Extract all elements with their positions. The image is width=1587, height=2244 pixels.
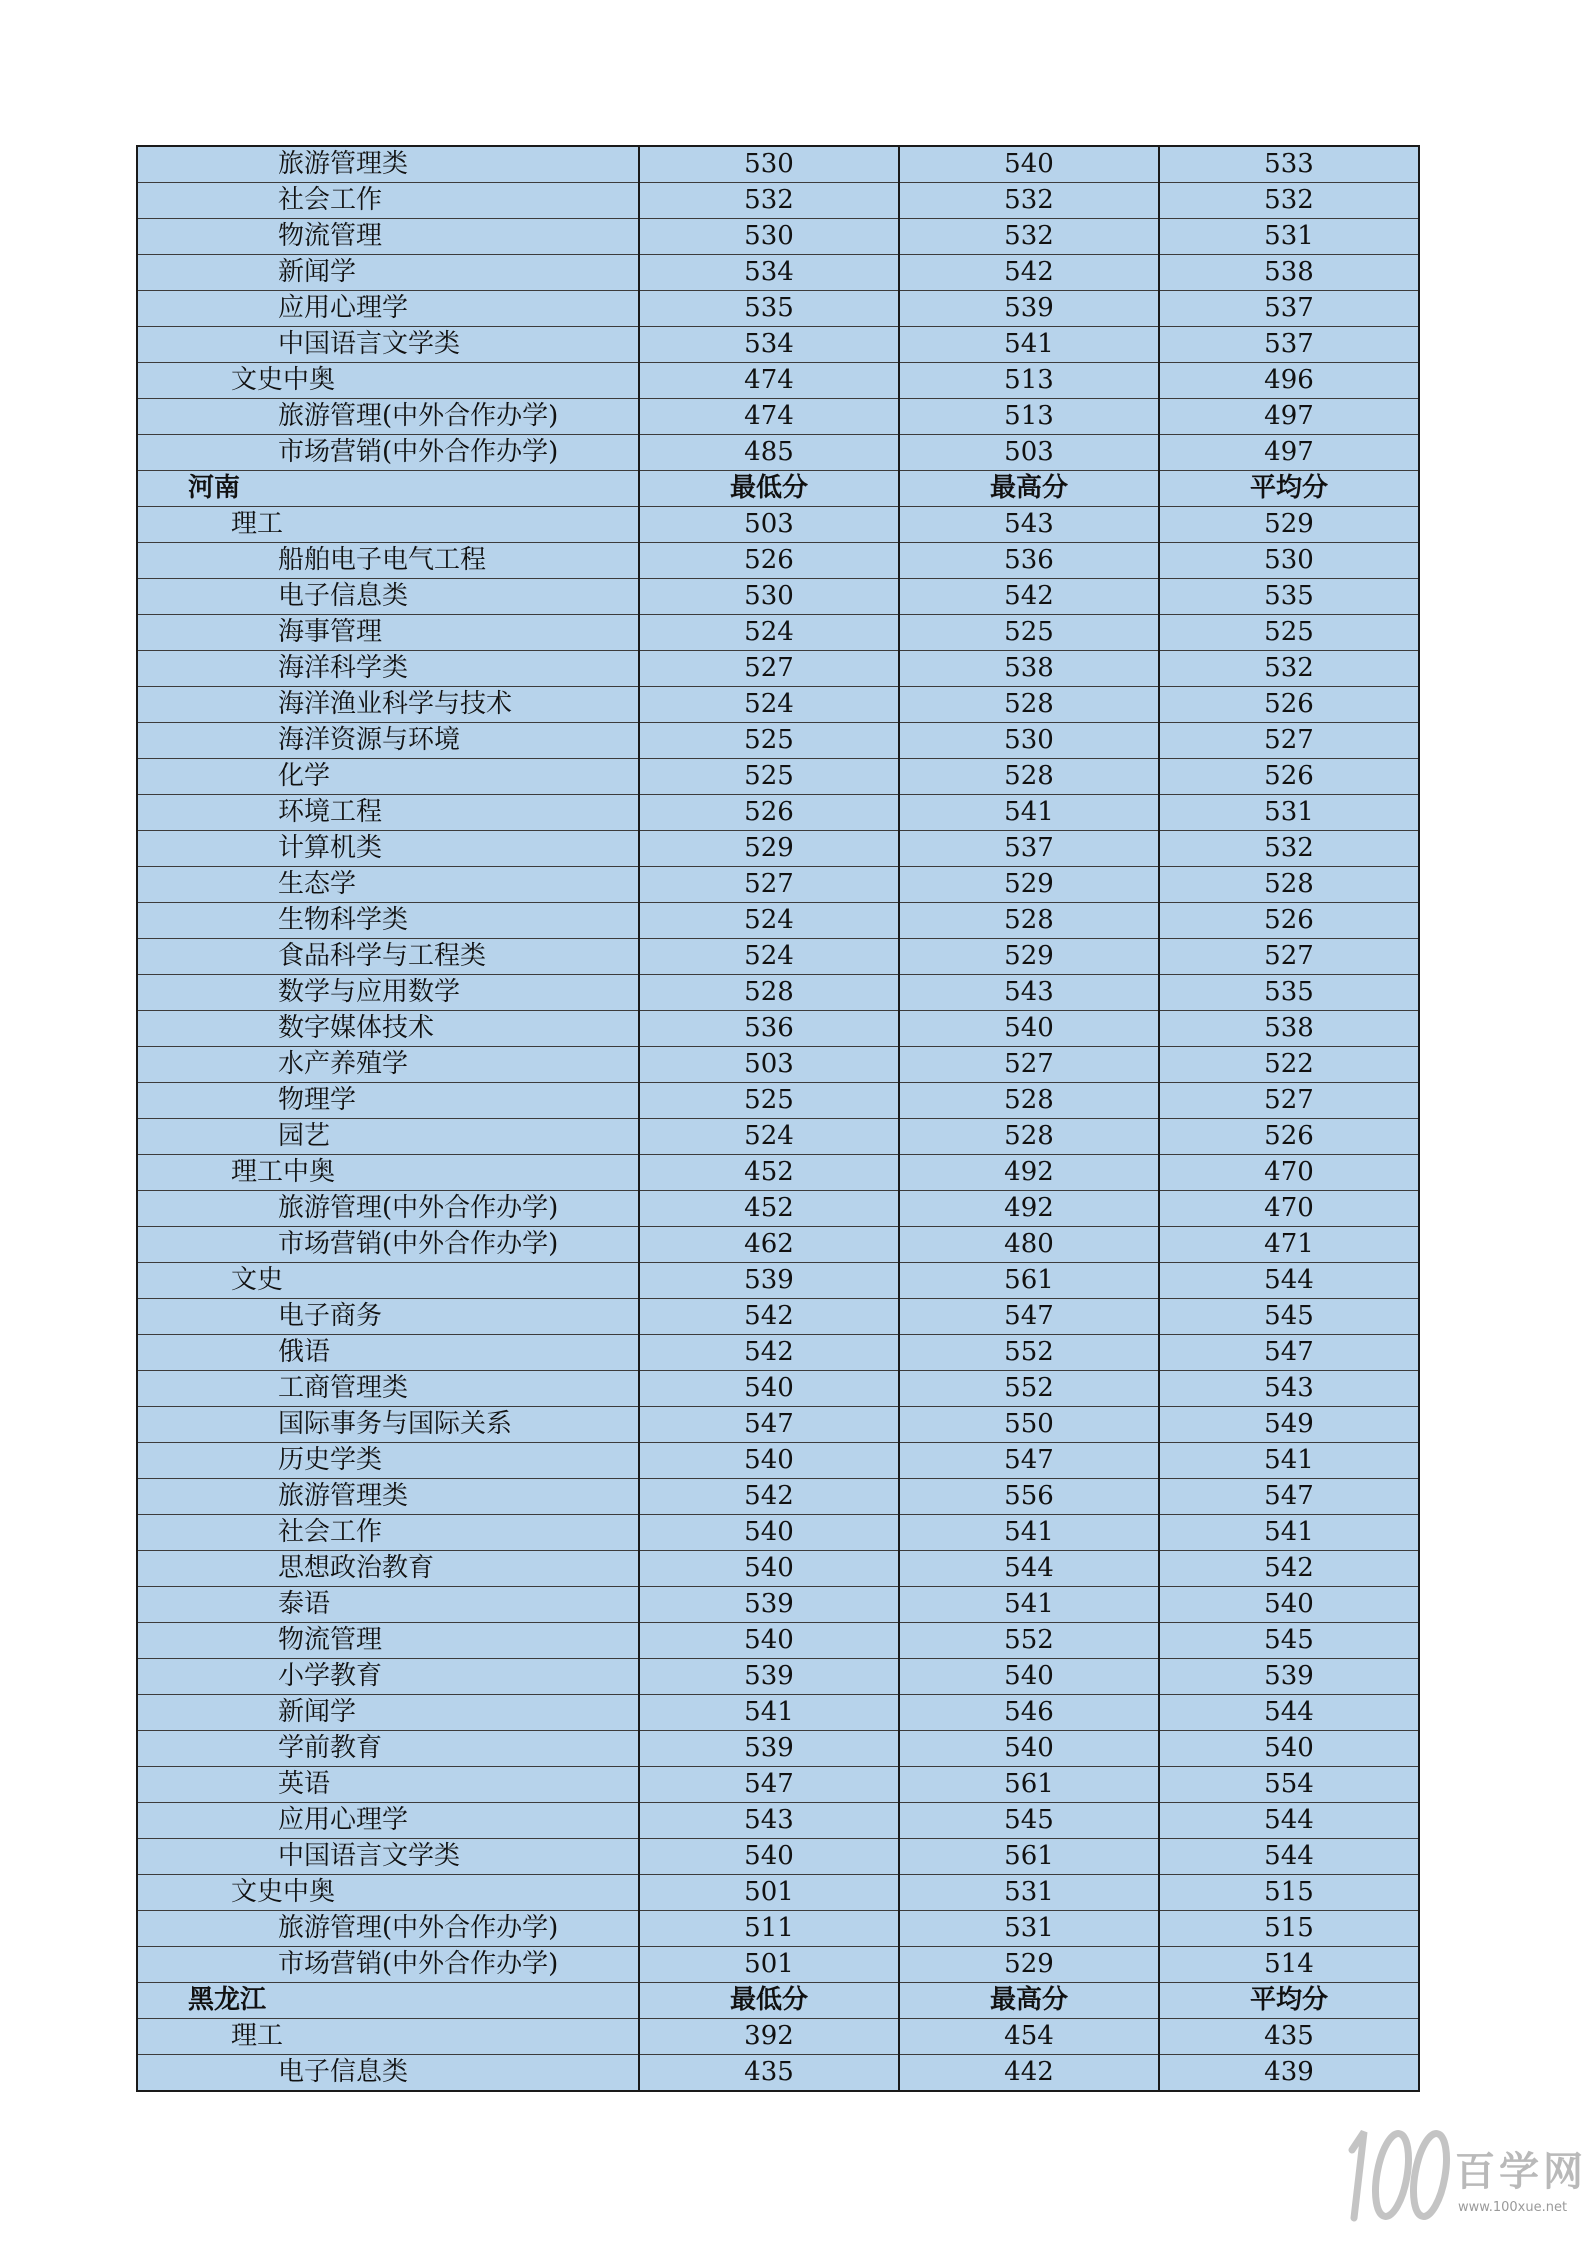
- min-score: 501: [639, 1875, 899, 1911]
- min-score: 462: [639, 1227, 899, 1263]
- avg-score: 529: [1159, 507, 1419, 543]
- province-name: 河南: [137, 471, 639, 507]
- max-score: 513: [899, 399, 1159, 435]
- max-score: 503: [899, 435, 1159, 471]
- avg-score: 522: [1159, 1047, 1419, 1083]
- major-name: 电子信息类: [137, 2055, 639, 2092]
- major-name: 物流管理: [137, 219, 639, 255]
- major-row: [137, 291, 1419, 327]
- max-score: 546: [899, 1695, 1159, 1731]
- avg-score: 540: [1159, 1731, 1419, 1767]
- max-score: 531: [899, 1875, 1159, 1911]
- max-score: 529: [899, 867, 1159, 903]
- avg-score: 515: [1159, 1875, 1419, 1911]
- major-row: [137, 687, 1419, 723]
- min-score: 540: [639, 1371, 899, 1407]
- max-score: 541: [899, 1515, 1159, 1551]
- min-score: 526: [639, 543, 899, 579]
- avg-score: 470: [1159, 1155, 1419, 1191]
- avg-score: 526: [1159, 687, 1419, 723]
- major-name: 新闻学: [137, 255, 639, 291]
- max-score: 529: [899, 1947, 1159, 1983]
- major-name: 俄语: [137, 1335, 639, 1371]
- avg-score: 470: [1159, 1191, 1419, 1227]
- major-row: [137, 1947, 1419, 1983]
- category-row: [137, 1263, 1419, 1299]
- avg-score: 549: [1159, 1407, 1419, 1443]
- major-name: 水产养殖学: [137, 1047, 639, 1083]
- major-name: 新闻学: [137, 1695, 639, 1731]
- category-row: [137, 507, 1419, 543]
- major-name: 化学: [137, 759, 639, 795]
- major-row: [137, 1371, 1419, 1407]
- major-name: 社会工作: [137, 183, 639, 219]
- major-row: [137, 255, 1419, 291]
- major-name: 海洋资源与环境: [137, 723, 639, 759]
- min-score: 540: [639, 1443, 899, 1479]
- max-score: 552: [899, 1371, 1159, 1407]
- avg-score: 545: [1159, 1299, 1419, 1335]
- avg-score: 527: [1159, 723, 1419, 759]
- major-row: [137, 1695, 1419, 1731]
- avg-score: 532: [1159, 183, 1419, 219]
- major-name: 学前教育: [137, 1731, 639, 1767]
- min-score: 530: [639, 219, 899, 255]
- major-row: [137, 543, 1419, 579]
- major-row: [137, 146, 1419, 183]
- max-score: 492: [899, 1191, 1159, 1227]
- major-row: [137, 1767, 1419, 1803]
- major-name: 海洋科学类: [137, 651, 639, 687]
- major-row: [137, 1731, 1419, 1767]
- category-row: [137, 2019, 1419, 2055]
- avg-score: 528: [1159, 867, 1419, 903]
- min-score: 539: [639, 1587, 899, 1623]
- avg-score: 541: [1159, 1443, 1419, 1479]
- max-score: 543: [899, 975, 1159, 1011]
- major-row: [137, 1299, 1419, 1335]
- avg-score: 525: [1159, 615, 1419, 651]
- avg-score: 527: [1159, 939, 1419, 975]
- max-score: 539: [899, 291, 1159, 327]
- category-name: 理工: [137, 2019, 639, 2055]
- max-score: 550: [899, 1407, 1159, 1443]
- major-row: [137, 1119, 1419, 1155]
- min-score: 547: [639, 1767, 899, 1803]
- major-name: 生态学: [137, 867, 639, 903]
- major-name: 电子信息类: [137, 579, 639, 615]
- major-row: [137, 219, 1419, 255]
- min-score: 543: [639, 1803, 899, 1839]
- major-name: 海事管理: [137, 615, 639, 651]
- major-name: 物理学: [137, 1083, 639, 1119]
- major-row: [137, 1083, 1419, 1119]
- major-row: [137, 1515, 1419, 1551]
- max-score-header: 最高分: [899, 471, 1159, 507]
- max-score: 530: [899, 723, 1159, 759]
- major-name: 电子商务: [137, 1299, 639, 1335]
- category-name: 文史中奥: [137, 1875, 639, 1911]
- category-name: 文史中奥: [137, 363, 639, 399]
- avg-score: 497: [1159, 399, 1419, 435]
- max-score: 561: [899, 1839, 1159, 1875]
- avg-score: 541: [1159, 1515, 1419, 1551]
- min-score: 392: [639, 2019, 899, 2055]
- min-score: 542: [639, 1335, 899, 1371]
- max-score: 538: [899, 651, 1159, 687]
- max-score: 544: [899, 1551, 1159, 1587]
- avg-score: 526: [1159, 759, 1419, 795]
- max-score: 528: [899, 759, 1159, 795]
- min-score: 511: [639, 1911, 899, 1947]
- max-score: 454: [899, 2019, 1159, 2055]
- major-row: [137, 579, 1419, 615]
- min-score: 540: [639, 1551, 899, 1587]
- major-name: 旅游管理(中外合作办学): [137, 1911, 639, 1947]
- major-name: 中国语言文学类: [137, 327, 639, 363]
- max-score: 525: [899, 615, 1159, 651]
- min-score: 524: [639, 939, 899, 975]
- province-header-row: [137, 1983, 1419, 2019]
- major-row: [137, 1443, 1419, 1479]
- avg-score: 530: [1159, 543, 1419, 579]
- major-row: [137, 327, 1419, 363]
- avg-score: 527: [1159, 1083, 1419, 1119]
- min-score: 539: [639, 1263, 899, 1299]
- min-score: 525: [639, 1083, 899, 1119]
- max-score: 552: [899, 1623, 1159, 1659]
- min-score: 528: [639, 975, 899, 1011]
- min-score: 534: [639, 255, 899, 291]
- max-score: 492: [899, 1155, 1159, 1191]
- major-name: 船舶电子电气工程: [137, 543, 639, 579]
- major-row: [137, 1551, 1419, 1587]
- major-name: 园艺: [137, 1119, 639, 1155]
- max-score: 556: [899, 1479, 1159, 1515]
- major-row: [137, 975, 1419, 1011]
- max-score: 480: [899, 1227, 1159, 1263]
- major-row: [137, 1659, 1419, 1695]
- score-table-body: [137, 146, 1419, 2091]
- major-name: 计算机类: [137, 831, 639, 867]
- avg-score: 532: [1159, 651, 1419, 687]
- min-score: 530: [639, 146, 899, 183]
- major-name: 英语: [137, 1767, 639, 1803]
- avg-score: 531: [1159, 219, 1419, 255]
- major-row: [137, 1623, 1419, 1659]
- avg-score: 471: [1159, 1227, 1419, 1263]
- major-row: [137, 939, 1419, 975]
- max-score: 547: [899, 1443, 1159, 1479]
- min-score: 540: [639, 1839, 899, 1875]
- max-score: 540: [899, 146, 1159, 183]
- min-score: 542: [639, 1299, 899, 1335]
- min-score: 540: [639, 1515, 899, 1551]
- avg-score: 545: [1159, 1623, 1419, 1659]
- avg-score: 544: [1159, 1803, 1419, 1839]
- major-row: [137, 1047, 1419, 1083]
- avg-score: 531: [1159, 795, 1419, 831]
- max-score: 513: [899, 363, 1159, 399]
- major-name: 旅游管理类: [137, 1479, 639, 1515]
- max-score-header: 最高分: [899, 1983, 1159, 2019]
- avg-score: 538: [1159, 255, 1419, 291]
- max-score: 542: [899, 255, 1159, 291]
- min-score: 547: [639, 1407, 899, 1443]
- major-name: 泰语: [137, 1587, 639, 1623]
- category-name: 文史: [137, 1263, 639, 1299]
- max-score: 528: [899, 1119, 1159, 1155]
- avg-score: 544: [1159, 1839, 1419, 1875]
- major-name: 小学教育: [137, 1659, 639, 1695]
- major-name: 应用心理学: [137, 291, 639, 327]
- major-row: [137, 1479, 1419, 1515]
- major-name: 旅游管理(中外合作办学): [137, 399, 639, 435]
- major-row: [137, 651, 1419, 687]
- major-row: [137, 1839, 1419, 1875]
- avg-score: 538: [1159, 1011, 1419, 1047]
- avg-score: 542: [1159, 1551, 1419, 1587]
- min-score: 525: [639, 759, 899, 795]
- min-score: 542: [639, 1479, 899, 1515]
- max-score: 545: [899, 1803, 1159, 1839]
- avg-score: 435: [1159, 2019, 1419, 2055]
- min-score: 485: [639, 435, 899, 471]
- avg-score: 515: [1159, 1911, 1419, 1947]
- max-score: 561: [899, 1767, 1159, 1803]
- min-score: 526: [639, 795, 899, 831]
- avg-score: 540: [1159, 1587, 1419, 1623]
- min-score: 530: [639, 579, 899, 615]
- max-score: 537: [899, 831, 1159, 867]
- avg-score: 544: [1159, 1263, 1419, 1299]
- min-score: 532: [639, 183, 899, 219]
- major-name: 历史学类: [137, 1443, 639, 1479]
- major-row: [137, 1011, 1419, 1047]
- watermark-text: 百学网: [1455, 2148, 1587, 2195]
- major-row: [137, 831, 1419, 867]
- min-score: 536: [639, 1011, 899, 1047]
- max-score: 541: [899, 795, 1159, 831]
- major-row: [137, 183, 1419, 219]
- max-score: 531: [899, 1911, 1159, 1947]
- major-name: 海洋渔业科学与技术: [137, 687, 639, 723]
- min-score: 541: [639, 1695, 899, 1731]
- avg-score-header: 平均分: [1159, 471, 1419, 507]
- major-row: [137, 759, 1419, 795]
- major-row: [137, 1911, 1419, 1947]
- major-name: 工商管理类: [137, 1371, 639, 1407]
- major-name: 环境工程: [137, 795, 639, 831]
- province-name: 黑龙江: [137, 1983, 639, 2019]
- max-score: 529: [899, 939, 1159, 975]
- max-score: 442: [899, 2055, 1159, 2092]
- min-score: 527: [639, 867, 899, 903]
- max-score: 543: [899, 507, 1159, 543]
- major-name: 食品科学与工程类: [137, 939, 639, 975]
- min-score: 525: [639, 723, 899, 759]
- min-score: 503: [639, 1047, 899, 1083]
- max-score: 541: [899, 327, 1159, 363]
- min-score: 524: [639, 687, 899, 723]
- major-row: [137, 1335, 1419, 1371]
- major-name: 社会工作: [137, 1515, 639, 1551]
- min-score: 501: [639, 1947, 899, 1983]
- max-score: 540: [899, 1011, 1159, 1047]
- avg-score: 532: [1159, 831, 1419, 867]
- avg-score: 526: [1159, 1119, 1419, 1155]
- min-score: 524: [639, 903, 899, 939]
- major-name: 中国语言文学类: [137, 1839, 639, 1875]
- province-header-row: [137, 471, 1419, 507]
- min-score: 452: [639, 1191, 899, 1227]
- major-name: 数学与应用数学: [137, 975, 639, 1011]
- avg-score-header: 平均分: [1159, 1983, 1419, 2019]
- major-name: 生物科学类: [137, 903, 639, 939]
- major-row: [137, 2055, 1419, 2092]
- max-score: 532: [899, 219, 1159, 255]
- max-score: 532: [899, 183, 1159, 219]
- min-score: 527: [639, 651, 899, 687]
- avg-score: 539: [1159, 1659, 1419, 1695]
- major-row: [137, 1191, 1419, 1227]
- min-score-header: 最低分: [639, 471, 899, 507]
- max-score: 528: [899, 687, 1159, 723]
- min-score: 452: [639, 1155, 899, 1191]
- major-name: 国际事务与国际关系: [137, 1407, 639, 1443]
- major-name: 旅游管理类: [137, 146, 639, 183]
- avg-score: 497: [1159, 435, 1419, 471]
- min-score: 474: [639, 363, 899, 399]
- min-score: 539: [639, 1659, 899, 1695]
- min-score-header: 最低分: [639, 1983, 899, 2019]
- major-name: 市场营销(中外合作办学): [137, 1227, 639, 1263]
- avg-score: 543: [1159, 1371, 1419, 1407]
- major-row: [137, 795, 1419, 831]
- major-name: 旅游管理(中外合作办学): [137, 1191, 639, 1227]
- min-score: 435: [639, 2055, 899, 2092]
- major-row: [137, 903, 1419, 939]
- avg-score: 554: [1159, 1767, 1419, 1803]
- major-name: 思想政治教育: [137, 1551, 639, 1587]
- avg-score: 537: [1159, 327, 1419, 363]
- major-row: [137, 615, 1419, 651]
- major-name: 市场营销(中外合作办学): [137, 435, 639, 471]
- max-score: 536: [899, 543, 1159, 579]
- major-row: [137, 723, 1419, 759]
- avg-score: 533: [1159, 146, 1419, 183]
- min-score: 503: [639, 507, 899, 543]
- major-name: 物流管理: [137, 1623, 639, 1659]
- avg-score: 547: [1159, 1335, 1419, 1371]
- max-score: 528: [899, 903, 1159, 939]
- min-score: 524: [639, 1119, 899, 1155]
- major-row: [137, 435, 1419, 471]
- major-row: [137, 399, 1419, 435]
- max-score: 561: [899, 1263, 1159, 1299]
- min-score: 524: [639, 615, 899, 651]
- min-score: 540: [639, 1623, 899, 1659]
- major-row: [137, 1227, 1419, 1263]
- max-score: 542: [899, 579, 1159, 615]
- avg-score: 535: [1159, 579, 1419, 615]
- max-score: 540: [899, 1659, 1159, 1695]
- score-table: [136, 145, 1420, 2092]
- avg-score: 537: [1159, 291, 1419, 327]
- major-row: [137, 1407, 1419, 1443]
- category-name: 理工中奥: [137, 1155, 639, 1191]
- major-row: [137, 867, 1419, 903]
- max-score: 541: [899, 1587, 1159, 1623]
- min-score: 529: [639, 831, 899, 867]
- category-row: [137, 1155, 1419, 1191]
- max-score: 527: [899, 1047, 1159, 1083]
- avg-score: 439: [1159, 2055, 1419, 2092]
- min-score: 474: [639, 399, 899, 435]
- max-score: 528: [899, 1083, 1159, 1119]
- avg-score: 526: [1159, 903, 1419, 939]
- max-score: 552: [899, 1335, 1159, 1371]
- major-row: [137, 1803, 1419, 1839]
- min-score: 534: [639, 327, 899, 363]
- major-row: [137, 1587, 1419, 1623]
- min-score: 539: [639, 1731, 899, 1767]
- avg-score: 514: [1159, 1947, 1419, 1983]
- max-score: 547: [899, 1299, 1159, 1335]
- category-name: 理工: [137, 507, 639, 543]
- avg-score: 547: [1159, 1479, 1419, 1515]
- min-score: 535: [639, 291, 899, 327]
- category-row: [137, 1875, 1419, 1911]
- major-name: 数字媒体技术: [137, 1011, 639, 1047]
- avg-score: 544: [1159, 1695, 1419, 1731]
- major-name: 市场营销(中外合作办学): [137, 1947, 639, 1983]
- major-name: 应用心理学: [137, 1803, 639, 1839]
- max-score: 540: [899, 1731, 1159, 1767]
- avg-score: 496: [1159, 363, 1419, 399]
- watermark-url: www.100xue.net: [1458, 2200, 1568, 2215]
- category-row: [137, 363, 1419, 399]
- avg-score: 535: [1159, 975, 1419, 1011]
